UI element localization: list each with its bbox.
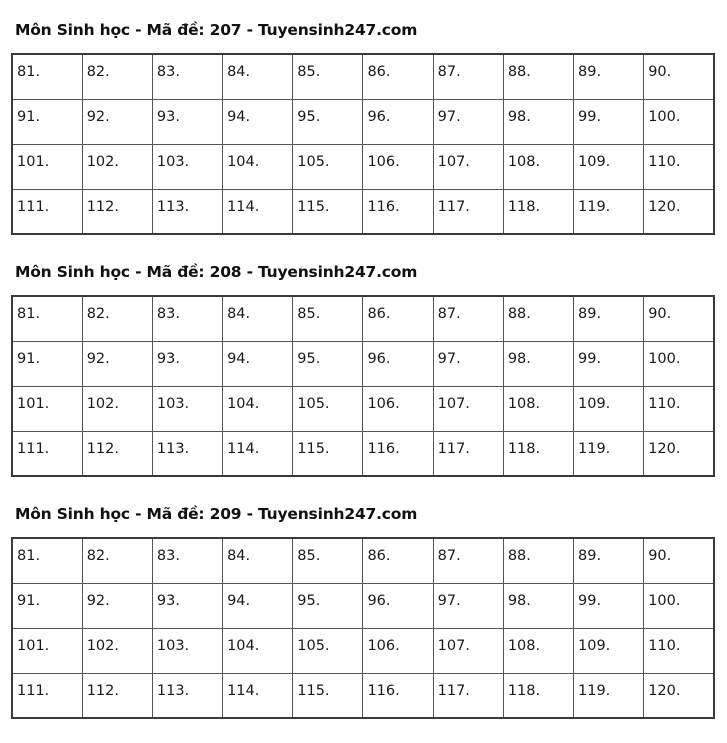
table-row bbox=[12, 583, 714, 628]
answer-cell: 118. bbox=[503, 189, 573, 234]
answer-cell: 116. bbox=[363, 189, 433, 234]
answer-cell: 100. bbox=[644, 341, 714, 386]
table-row bbox=[12, 296, 714, 341]
answer-cell: 111. bbox=[12, 431, 82, 476]
answer-cell: 103. bbox=[152, 386, 222, 431]
answer-cell: 89. bbox=[574, 54, 644, 99]
answer-cell: 81. bbox=[12, 296, 82, 341]
answer-cell: 84. bbox=[223, 538, 293, 583]
answer-cell: 81. bbox=[12, 54, 82, 99]
answer-cell: 101. bbox=[12, 386, 82, 431]
answer-cell: 105. bbox=[293, 628, 363, 673]
answer-cell: 97. bbox=[433, 341, 503, 386]
answer-cell: 97. bbox=[433, 583, 503, 628]
answer-cell: 95. bbox=[293, 583, 363, 628]
answer-cell: 82. bbox=[82, 538, 152, 583]
answer-cell: 88. bbox=[503, 296, 573, 341]
answer-cell: 116. bbox=[363, 431, 433, 476]
table-row bbox=[12, 54, 714, 99]
table-row bbox=[12, 144, 714, 189]
answer-cell: 90. bbox=[644, 296, 714, 341]
answer-table bbox=[11, 295, 715, 477]
answer-cell: 115. bbox=[293, 673, 363, 718]
answer-cell: 119. bbox=[574, 431, 644, 476]
answer-cell: 120. bbox=[644, 673, 714, 718]
answer-cell: 104. bbox=[223, 628, 293, 673]
answer-cell: 119. bbox=[574, 673, 644, 718]
answer-cell: 113. bbox=[152, 673, 222, 718]
answer-cell: 118. bbox=[503, 431, 573, 476]
answer-cell: 110. bbox=[644, 628, 714, 673]
answer-cell: 109. bbox=[574, 386, 644, 431]
answer-cell: 84. bbox=[223, 296, 293, 341]
answer-cell: 83. bbox=[152, 296, 222, 341]
answer-cell: 82. bbox=[82, 296, 152, 341]
answer-cell: 117. bbox=[433, 673, 503, 718]
answer-cell: 98. bbox=[503, 341, 573, 386]
answer-cell: 97. bbox=[433, 99, 503, 144]
answer-cell: 94. bbox=[223, 583, 293, 628]
answer-cell: 85. bbox=[293, 54, 363, 99]
answer-cell: 110. bbox=[644, 144, 714, 189]
answer-cell: 108. bbox=[503, 386, 573, 431]
answer-cell: 99. bbox=[574, 583, 644, 628]
answer-cell: 119. bbox=[574, 189, 644, 234]
answer-cell: 94. bbox=[223, 341, 293, 386]
answer-cell: 90. bbox=[644, 54, 714, 99]
answer-cell: 107. bbox=[433, 628, 503, 673]
answer-cell: 114. bbox=[223, 431, 293, 476]
section-title: Môn Sinh học - Mã đề: 209 - Tuyensinh247.com bbox=[15, 505, 418, 523]
table-row bbox=[12, 341, 714, 386]
answer-cell: 120. bbox=[644, 431, 714, 476]
answer-cell: 113. bbox=[152, 189, 222, 234]
answer-cell: 85. bbox=[293, 538, 363, 583]
answer-cell: 109. bbox=[574, 144, 644, 189]
table-row bbox=[12, 538, 714, 583]
answer-cell: 90. bbox=[644, 538, 714, 583]
answer-cell: 87. bbox=[433, 538, 503, 583]
answer-cell: 93. bbox=[152, 341, 222, 386]
table-row bbox=[12, 189, 714, 234]
answer-cell: 87. bbox=[433, 54, 503, 99]
answer-cell: 111. bbox=[12, 189, 82, 234]
answer-cell: 112. bbox=[82, 673, 152, 718]
answer-cell: 91. bbox=[12, 99, 82, 144]
table-row bbox=[12, 99, 714, 144]
answer-cell: 115. bbox=[293, 189, 363, 234]
answer-cell: 113. bbox=[152, 431, 222, 476]
answer-cell: 98. bbox=[503, 99, 573, 144]
answer-cell: 108. bbox=[503, 144, 573, 189]
answer-cell: 106. bbox=[363, 628, 433, 673]
answer-cell: 92. bbox=[82, 341, 152, 386]
answer-cell: 98. bbox=[503, 583, 573, 628]
answer-cell: 114. bbox=[223, 673, 293, 718]
answer-cell: 103. bbox=[152, 144, 222, 189]
answer-cell: 112. bbox=[82, 189, 152, 234]
answer-cell: 118. bbox=[503, 673, 573, 718]
answer-cell: 93. bbox=[152, 583, 222, 628]
answer-cell: 87. bbox=[433, 296, 503, 341]
answer-cell: 106. bbox=[363, 144, 433, 189]
answer-cell: 84. bbox=[223, 54, 293, 99]
answer-cell: 106. bbox=[363, 386, 433, 431]
answer-cell: 102. bbox=[82, 628, 152, 673]
answer-cell: 114. bbox=[223, 189, 293, 234]
answer-cell: 104. bbox=[223, 386, 293, 431]
answer-cell: 96. bbox=[363, 341, 433, 386]
answer-cell: 96. bbox=[363, 99, 433, 144]
answer-cell: 96. bbox=[363, 583, 433, 628]
answer-cell: 99. bbox=[574, 341, 644, 386]
table-row bbox=[12, 673, 714, 718]
answer-cell: 85. bbox=[293, 296, 363, 341]
answer-cell: 100. bbox=[644, 99, 714, 144]
answer-cell: 83. bbox=[152, 54, 222, 99]
answer-cell: 101. bbox=[12, 628, 82, 673]
answer-cell: 86. bbox=[363, 538, 433, 583]
answer-cell: 110. bbox=[644, 386, 714, 431]
answer-cell: 103. bbox=[152, 628, 222, 673]
answer-cell: 82. bbox=[82, 54, 152, 99]
answer-cell: 88. bbox=[503, 538, 573, 583]
answer-cell: 89. bbox=[574, 538, 644, 583]
section-title: Môn Sinh học - Mã đề: 207 - Tuyensinh247.com bbox=[15, 21, 418, 39]
answer-cell: 109. bbox=[574, 628, 644, 673]
section-title: Môn Sinh học - Mã đề: 208 - Tuyensinh247.com bbox=[15, 263, 418, 281]
answer-cell: 107. bbox=[433, 386, 503, 431]
answer-cell: 92. bbox=[82, 99, 152, 144]
answer-cell: 95. bbox=[293, 99, 363, 144]
answer-cell: 111. bbox=[12, 673, 82, 718]
answer-cell: 104. bbox=[223, 144, 293, 189]
answer-cell: 116. bbox=[363, 673, 433, 718]
answer-cell: 112. bbox=[82, 431, 152, 476]
answer-cell: 101. bbox=[12, 144, 82, 189]
answer-cell: 117. bbox=[433, 431, 503, 476]
answer-table bbox=[11, 537, 715, 719]
answer-cell: 91. bbox=[12, 583, 82, 628]
answer-cell: 93. bbox=[152, 99, 222, 144]
answer-cell: 91. bbox=[12, 341, 82, 386]
answer-cell: 92. bbox=[82, 583, 152, 628]
answer-cell: 105. bbox=[293, 386, 363, 431]
answer-cell: 86. bbox=[363, 296, 433, 341]
table-row bbox=[12, 628, 714, 673]
answer-cell: 100. bbox=[644, 583, 714, 628]
answer-cell: 117. bbox=[433, 189, 503, 234]
answer-cell: 108. bbox=[503, 628, 573, 673]
table-row bbox=[12, 431, 714, 476]
answer-cell: 95. bbox=[293, 341, 363, 386]
answer-cell: 105. bbox=[293, 144, 363, 189]
answer-cell: 94. bbox=[223, 99, 293, 144]
answer-cell: 120. bbox=[644, 189, 714, 234]
answer-cell: 89. bbox=[574, 296, 644, 341]
answer-cell: 81. bbox=[12, 538, 82, 583]
answer-cell: 99. bbox=[574, 99, 644, 144]
answer-cell: 88. bbox=[503, 54, 573, 99]
table-row bbox=[12, 386, 714, 431]
answer-cell: 83. bbox=[152, 538, 222, 583]
answer-cell: 86. bbox=[363, 54, 433, 99]
answer-table bbox=[11, 53, 715, 235]
answer-cell: 107. bbox=[433, 144, 503, 189]
answer-cell: 102. bbox=[82, 386, 152, 431]
answer-cell: 102. bbox=[82, 144, 152, 189]
answer-cell: 115. bbox=[293, 431, 363, 476]
